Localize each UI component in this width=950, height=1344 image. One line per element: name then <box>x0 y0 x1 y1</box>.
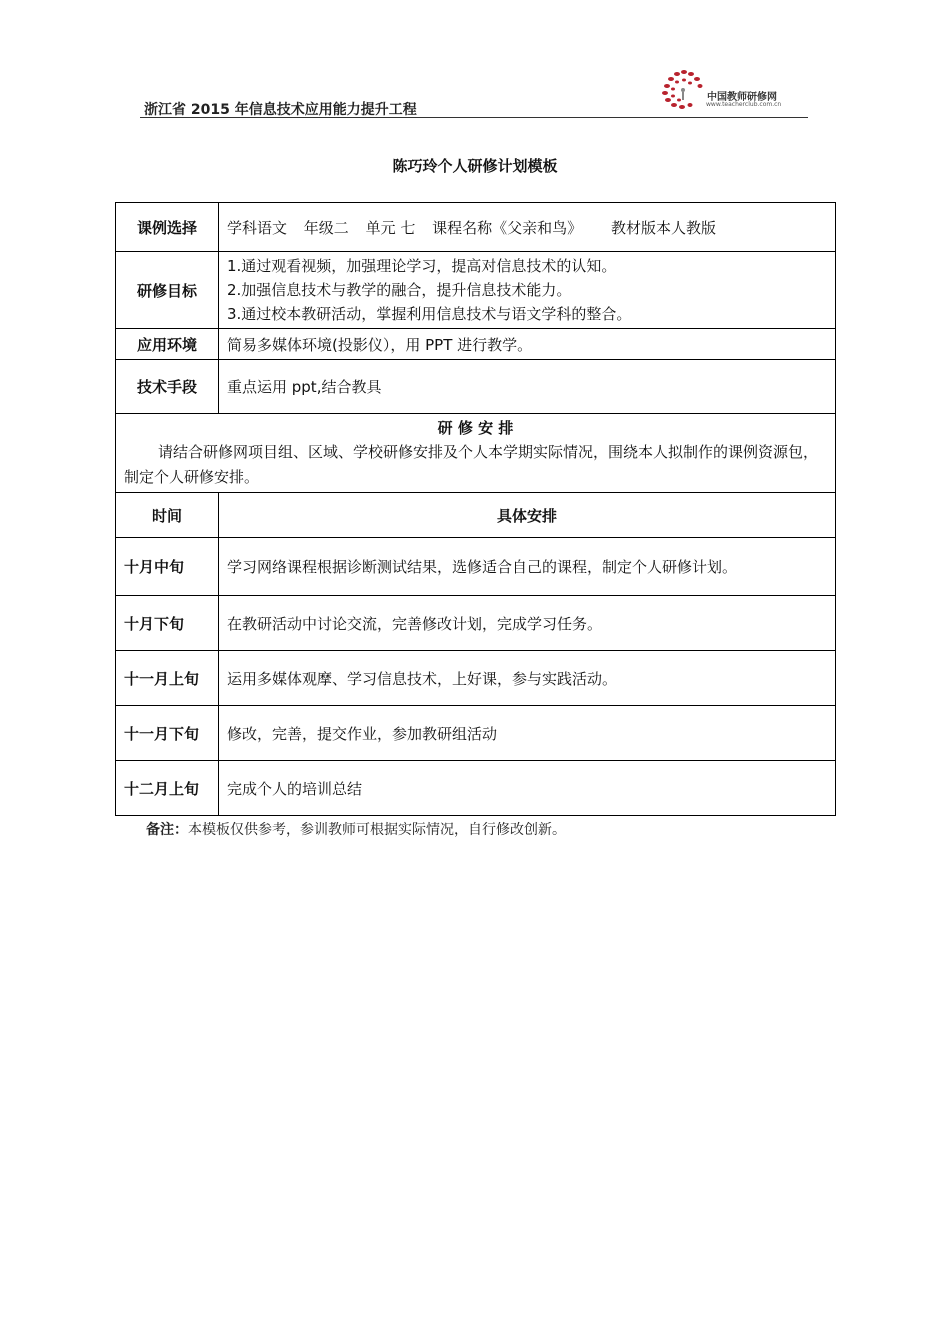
schedule-plan: 运用多媒体观摩、学习信息技术，上好课，参与实践活动。 <box>219 651 836 706</box>
goal-label: 研修目标 <box>116 252 219 329</box>
schedule-time: 十月中旬 <box>116 538 219 596</box>
header-divider <box>140 117 808 118</box>
schedule-plan: 学习网络课程根据诊断测试结果，选修适合自己的课程，制定个人研修计划。 <box>219 538 836 596</box>
course-value <box>219 203 836 252</box>
logo-url: www.teacherclub.com.cn <box>706 101 782 108</box>
time-column-header: 时间 <box>116 493 219 538</box>
environment-label: 应用环境 <box>116 329 219 360</box>
goal-row <box>116 252 836 329</box>
logo-dots-icon <box>657 68 707 110</box>
study-plan-table <box>115 202 836 816</box>
schedule-row <box>116 706 836 761</box>
arrangement-intro: 请结合研修网项目组、区域、学校研修安排及个人本学期实际情况，围绕本人拟制作的课例资源包，制定个人研修安排。 <box>124 443 819 486</box>
course-row <box>116 203 836 252</box>
footnote-label: 备注： <box>146 822 188 838</box>
schedule-time: 十月下旬 <box>116 596 219 651</box>
arrangement-intro-cell <box>116 414 836 493</box>
header-project-title: 浙江省 2015 年信息技术应用能力提升工程 <box>144 102 417 118</box>
schedule-row <box>116 538 836 596</box>
course-grade: 年级二 <box>303 218 349 237</box>
footnote-text: 本模板仅供参考，参训教师可根据实际情况，自行修改创新。 <box>188 822 566 838</box>
schedule-time: 十二月上旬 <box>116 761 219 816</box>
environment-row <box>116 329 836 360</box>
goal-item: 2.加强信息技术与教学的融合，提升信息技术能力。 <box>227 281 572 299</box>
schedule-plan: 完成个人的培训总结 <box>219 761 836 816</box>
schedule-plan: 修改，完善，提交作业，参加教研组活动 <box>219 706 836 761</box>
arrangement-header-row <box>116 493 836 538</box>
goal-value <box>219 252 836 329</box>
arrangement-heading: 研 修 安 排 <box>437 419 514 437</box>
arrangement-intro-row <box>116 414 836 493</box>
schedule-time: 十一月上旬 <box>116 651 219 706</box>
schedule-plan: 在教研活动中讨论交流，完善修改计划，完成学习任务。 <box>219 596 836 651</box>
technique-label: 技术手段 <box>116 360 219 414</box>
logo-name: 中国教师研修网 <box>707 92 777 103</box>
schedule-row <box>116 761 836 816</box>
schedule-row <box>116 651 836 706</box>
footnote <box>146 819 566 839</box>
schedule-row <box>116 596 836 651</box>
environment-value: 简易多媒体环境(投影仪），用 PPT 进行教学。 <box>219 329 836 360</box>
technique-value: 重点运用 ppt,结合教具 <box>219 360 836 414</box>
schedule-time: 十一月下旬 <box>116 706 219 761</box>
goal-item: 3.通过校本教研活动，掌握利用信息技术与语文学科的整合。 <box>227 305 632 323</box>
course-subject: 学科语文 <box>227 218 288 237</box>
course-label: 课例选择 <box>116 203 219 252</box>
course-unit: 单元 七 <box>365 218 416 237</box>
course-name: 课程名称《父亲和鸟》 <box>432 218 583 237</box>
teacherclub-logo <box>657 68 807 114</box>
course-edition: 教材版本人教版 <box>610 218 716 237</box>
technique-row <box>116 360 836 414</box>
plan-column-header: 具体安排 <box>219 493 836 538</box>
goal-item: 1.通过观看视频，加强理论学习，提高对信息技术的认知。 <box>227 257 617 275</box>
page-title: 陈巧玲个人研修计划模板 <box>392 157 558 175</box>
